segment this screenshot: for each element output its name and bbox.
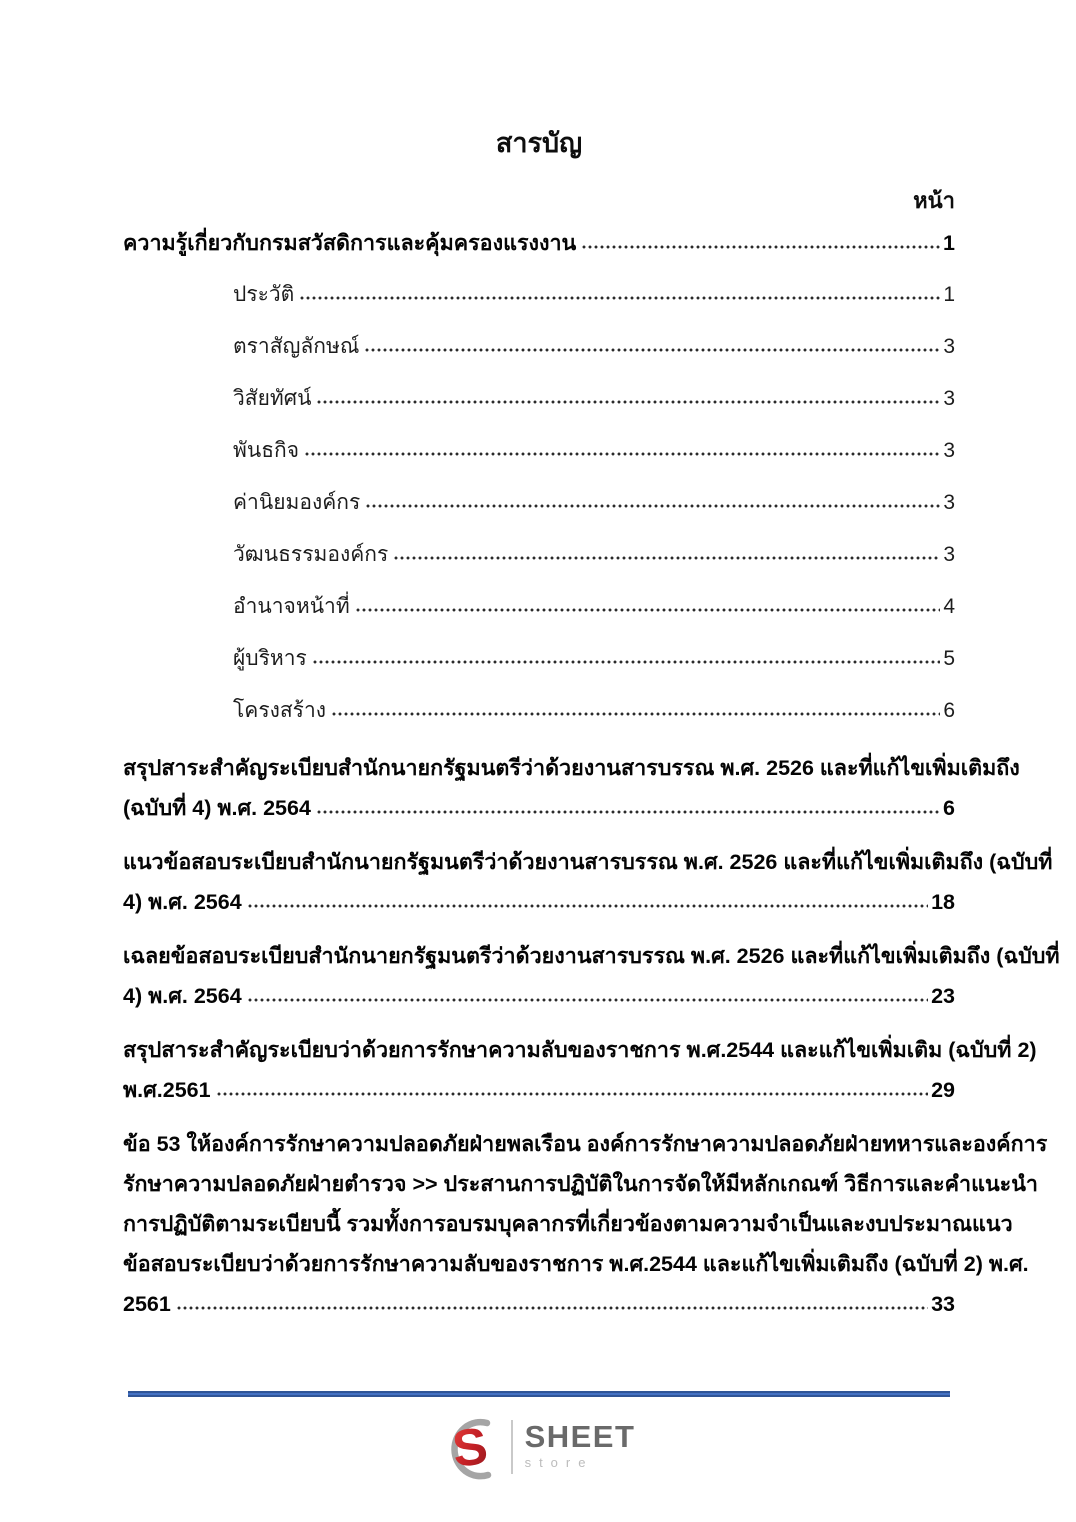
toc-entry-text: รักษาความปลอดภัยฝ่ายตำรวจ >> ประสานการปฏิบัติในการจัดให้มีหลักเกณฑ์ วิธีการและคำแนะนำ bbox=[123, 1172, 1038, 1196]
toc-page-number: 1 bbox=[943, 283, 955, 306]
sheet-store-logo bbox=[0, 1414, 1076, 1484]
toc-entry bbox=[123, 540, 955, 570]
toc-page-number: 29 bbox=[931, 1078, 955, 1102]
brand-subtitle: store bbox=[524, 1455, 594, 1470]
toc-entry-text: ข้อสอบระเบียบว่าด้วยการรักษาความลับของราชการ พ.ศ.2544 และแก้ไขเพิ่มเติมถึง (ฉบับที่ 2) พ.ศ. bbox=[123, 1252, 1029, 1276]
logo-divider bbox=[511, 1420, 513, 1474]
toc-page-number: 6 bbox=[943, 796, 955, 820]
toc-entry-text: สรุปสาระสำคัญระเบียบว่าด้วยการรักษาความลับของราชการ พ.ศ.2544 และแก้ไขเพิ่มเติม (ฉบับที่ 2) bbox=[123, 1038, 1037, 1062]
toc-entry bbox=[123, 488, 955, 518]
dot-leader bbox=[331, 711, 940, 717]
toc-page-number: 3 bbox=[943, 439, 955, 462]
toc-entry bbox=[123, 592, 955, 622]
dot-leader bbox=[216, 1091, 928, 1097]
dot-leader bbox=[316, 399, 940, 405]
dot-leader bbox=[304, 451, 940, 457]
toc-page-number: 1 bbox=[943, 231, 955, 255]
toc-entry-text: อำนาจหน้าที่ bbox=[233, 595, 350, 618]
toc-entry bbox=[123, 644, 955, 674]
toc-entry bbox=[123, 936, 1060, 1016]
toc-entry-text: ประวัติ bbox=[233, 283, 295, 306]
toc-page-number: 5 bbox=[943, 647, 955, 670]
toc-entry bbox=[123, 842, 1053, 922]
toc-page-number: 18 bbox=[931, 890, 955, 914]
toc-entry-text: ความรู้เกี่ยวกับกรมสวัสดิการและคุ้มครองแรงงาน bbox=[123, 231, 577, 255]
toc-entry-text: ผู้บริหาร bbox=[233, 647, 307, 670]
toc-entry-text: สรุปสาระสำคัญระเบียบสำนักนายกรัฐมนตรีว่าด้วยงานสารบรรณ พ.ศ. 2526 และที่แก้ไขเพิ่มเติมถึง bbox=[123, 756, 1020, 780]
toc-entry-text: 4) พ.ศ. 2564 bbox=[123, 984, 242, 1008]
toc-page-number: 6 bbox=[943, 699, 955, 722]
dot-leader bbox=[247, 997, 928, 1003]
toc-page-number: 3 bbox=[943, 543, 955, 566]
dot-leader bbox=[247, 903, 928, 909]
dot-leader bbox=[355, 607, 941, 613]
dot-leader bbox=[299, 295, 940, 301]
dot-leader bbox=[393, 555, 940, 561]
toc-entry bbox=[123, 1124, 1048, 1324]
toc-entry-text: แนวข้อสอบระเบียบสำนักนายกรัฐมนตรีว่าด้วยงานสารบรรณ พ.ศ. 2526 และที่แก้ไขเพิ่มเติมถึง (ฉบับที่ bbox=[123, 850, 1053, 874]
toc-entry bbox=[123, 436, 955, 466]
toc-page-number: 3 bbox=[943, 387, 955, 410]
toc-entry-text: ค่านิยมองค์กร bbox=[233, 491, 361, 514]
dot-leader bbox=[581, 244, 940, 250]
dot-leader bbox=[316, 809, 940, 815]
toc-entry-text: วัฒนธรรมองค์กร bbox=[233, 543, 389, 566]
toc-entry bbox=[123, 228, 955, 258]
page-column-header: หน้า bbox=[913, 188, 955, 213]
toc-page-number: 3 bbox=[943, 491, 955, 514]
toc-entry-text: วิสัยทัศน์ bbox=[233, 387, 312, 410]
toc-page-number: 3 bbox=[943, 335, 955, 358]
dot-leader bbox=[176, 1305, 928, 1311]
toc-entry-text: 4) พ.ศ. 2564 bbox=[123, 890, 242, 914]
sheet-store-s-icon bbox=[441, 1416, 499, 1484]
toc-entry-text: 2561 bbox=[123, 1292, 171, 1316]
toc-entry-text: พันธกิจ bbox=[233, 439, 300, 462]
toc-entry-text: (ฉบับที่ 4) พ.ศ. 2564 bbox=[123, 796, 311, 820]
toc-list bbox=[123, 228, 1060, 1324]
toc-entry bbox=[123, 384, 955, 414]
toc-entry-text: เฉลยข้อสอบระเบียบสำนักนายกรัฐมนตรีว่าด้วยงานสารบรรณ พ.ศ. 2526 และที่แก้ไขเพิ่มเติมถึง (ฉบับที่ bbox=[123, 944, 1060, 968]
brand-text bbox=[524, 1419, 636, 1472]
toc-page-number: 33 bbox=[931, 1292, 955, 1316]
toc-entry bbox=[123, 748, 1020, 828]
toc-entry bbox=[123, 696, 955, 726]
dot-leader bbox=[364, 347, 940, 353]
toc-entry-text: ตราสัญลักษณ์ bbox=[233, 335, 360, 358]
svg-text:S: S bbox=[448, 1417, 491, 1479]
toc-entry bbox=[123, 280, 955, 310]
brand-name: SHEET bbox=[524, 1419, 636, 1454]
toc-page-number: 23 bbox=[931, 984, 955, 1008]
footer-rule bbox=[128, 1391, 950, 1397]
toc-page-number: 4 bbox=[943, 595, 955, 618]
toc-entry-text: พ.ศ.2561 bbox=[123, 1078, 211, 1102]
toc-entry-text: การปฏิบัติตามระเบียบนี้ รวมทั้งการอบรมบุคลากรที่เกี่ยวข้องตามความจำเป็นและงบประมาณแนว bbox=[123, 1212, 1013, 1236]
toc-entry bbox=[123, 1030, 1037, 1110]
dot-leader bbox=[365, 503, 940, 509]
toc-entry-text: โครงสร้าง bbox=[233, 699, 327, 722]
toc-entry bbox=[123, 332, 955, 362]
toc-entry-text: ข้อ 53 ให้องค์การรักษาความปลอดภัยฝ่ายพลเรือน องค์การรักษาความปลอดภัยฝ่ายทหารและองค์การ bbox=[123, 1132, 1048, 1156]
page-title: สารบัญ bbox=[495, 128, 583, 158]
dot-leader bbox=[312, 659, 940, 665]
